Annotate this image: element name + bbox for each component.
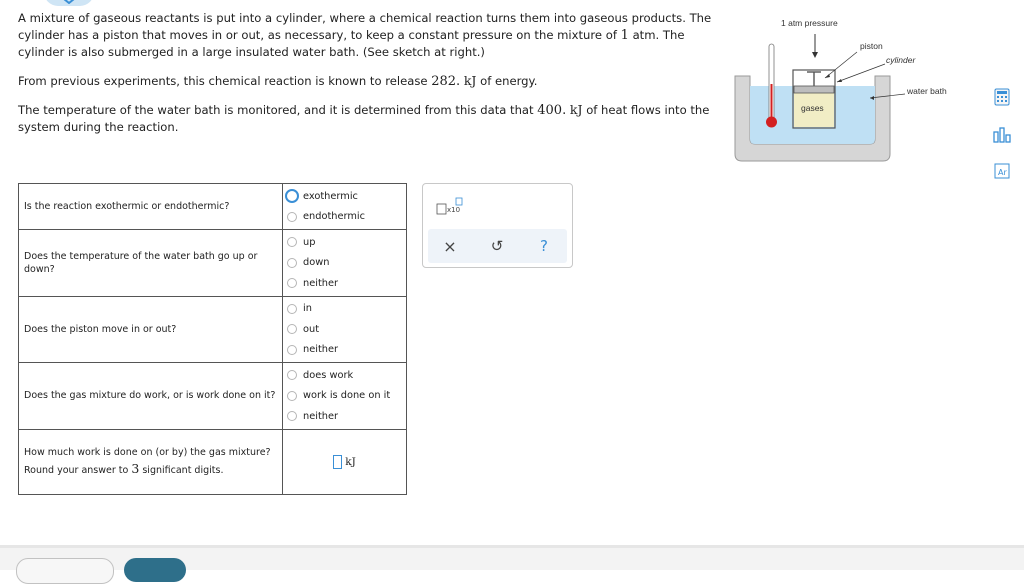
problem-paragraph-1: A mixture of gaseous reactants is put into a cylinder, where a chemical reaction turns them into gaseous products. The cylinder has a piston that moves in or out, as necessary, to keep a constant pressure on the mixture of 1 atm. The cylinder is also submerged in a large insulated water bath. (See sketch at right.): [18, 11, 712, 59]
undo-button[interactable]: ↺: [490, 237, 504, 255]
option-neither[interactable]: neither: [287, 340, 406, 361]
question-4: Does the gas mixture do work, or is work done on it?: [19, 363, 283, 430]
answer-group-1: [283, 184, 407, 230]
scientific-notation-button[interactable]: x10: [436, 197, 468, 217]
question-5: How much work is done on (or by) the gas mixture? Round your answer to 3 significant digits.: [19, 429, 283, 494]
option-neither[interactable]: neither: [287, 406, 406, 427]
data-chart-icon[interactable]: [991, 124, 1013, 146]
radio-button[interactable]: [287, 278, 297, 288]
question-3: Does the piston move in or out?: [19, 296, 283, 363]
problem-paragraph-2: From previous experiments, this chemical reaction is known to release 282. kJ of energy.: [18, 73, 538, 89]
option-out[interactable]: out: [287, 319, 406, 340]
pressure-label: 1 atm pressure: [781, 18, 838, 28]
apparatus-sketch: [725, 14, 975, 174]
option-up[interactable]: up: [287, 232, 406, 253]
option-down[interactable]: down: [287, 253, 406, 274]
answer-toolbox: [422, 183, 573, 268]
answer-cell-5: [283, 429, 407, 494]
option-does-work[interactable]: does work: [287, 365, 406, 386]
table-row: [19, 363, 407, 430]
problem-paragraph-3: The temperature of the water bath is monitored, and it is determined from this data that 400. kJ of heat flows into the system during the reaction.: [18, 102, 710, 134]
gases-label: gases: [801, 103, 824, 113]
radio-button[interactable]: [287, 304, 297, 314]
svg-text:Ar: Ar: [998, 168, 1007, 177]
work-answer-input[interactable]: [333, 455, 342, 469]
toolbox-actions: [428, 229, 567, 263]
water-bath-label: water bath: [907, 86, 947, 96]
question-table: [18, 183, 407, 495]
radio-button[interactable]: [287, 324, 297, 334]
chevron-down-icon: [63, 0, 75, 4]
cylinder-label: cylinder: [886, 55, 916, 65]
periodic-table-icon[interactable]: [991, 160, 1013, 182]
help-button[interactable]: ?: [540, 237, 548, 255]
question-2: Does the temperature of the water bath go up or down?: [19, 230, 283, 297]
problem-statement: [18, 10, 718, 147]
radio-button[interactable]: [287, 370, 297, 380]
answer-unit: kJ: [345, 455, 356, 468]
option-exothermic[interactable]: exothermic: [287, 186, 406, 207]
check-button[interactable]: [124, 558, 186, 582]
clear-button[interactable]: ×: [443, 236, 457, 256]
radio-button[interactable]: [287, 258, 297, 268]
radio-button[interactable]: [287, 237, 297, 247]
bottom-bar: [0, 545, 1024, 570]
option-work-done-on-it[interactable]: work is done on it: [287, 386, 406, 407]
answer-group-2: [283, 230, 407, 297]
calculator-icon[interactable]: [991, 86, 1013, 108]
option-endothermic[interactable]: endothermic: [287, 207, 406, 228]
answer-group-4: [283, 363, 407, 430]
radio-button[interactable]: [287, 345, 297, 355]
option-in[interactable]: in: [287, 299, 406, 320]
radio-button[interactable]: [287, 411, 297, 421]
question-1: Is the reaction exothermic or endothermic?: [19, 184, 283, 230]
piston-label: piston: [860, 41, 883, 51]
radio-button[interactable]: [287, 212, 297, 222]
piston: [794, 86, 834, 93]
table-row: [19, 230, 407, 297]
radio-button[interactable]: [287, 391, 297, 401]
table-row: [19, 429, 407, 494]
explanation-button[interactable]: [16, 558, 114, 584]
top-collapse-tab[interactable]: [44, 0, 94, 6]
table-row: [19, 184, 407, 230]
option-neither[interactable]: neither: [287, 273, 406, 294]
answer-group-3: [283, 296, 407, 363]
table-row: [19, 296, 407, 363]
radio-button[interactable]: [285, 189, 299, 203]
